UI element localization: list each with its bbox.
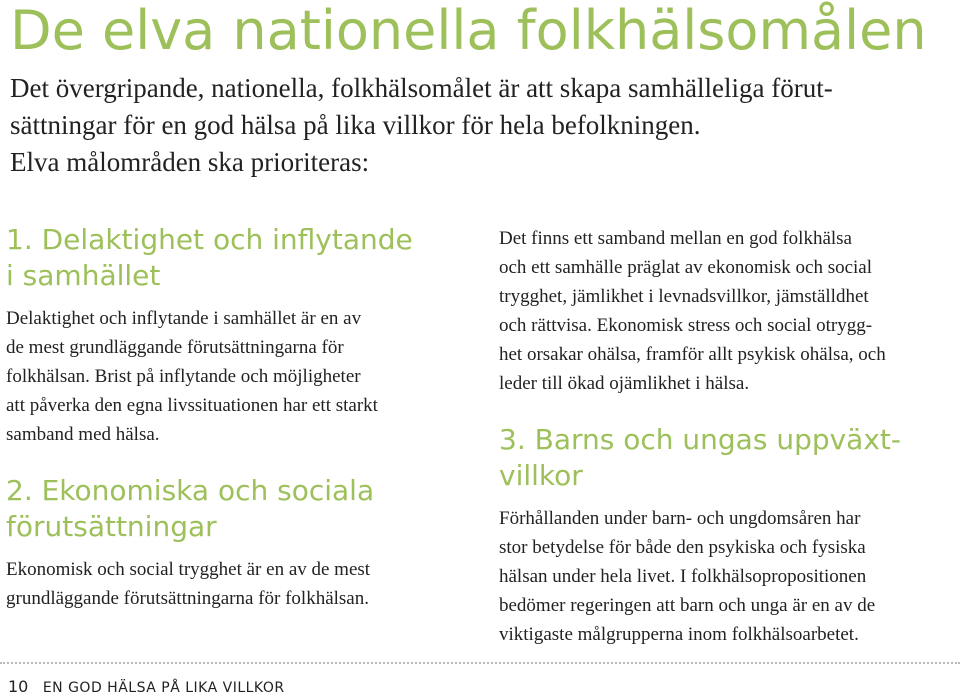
- body-line: och ett samhälle präglat av ekonomisk och social: [499, 257, 873, 278]
- body-line: stor betydelse för både den psykiska och fysiska: [499, 537, 866, 558]
- section-2-heading: [6, 473, 471, 545]
- body-line: de mest grundläggande förutsättningarna för: [6, 337, 344, 358]
- section-2-body: [6, 555, 471, 613]
- body-line: Ekonomisk och social trygghet är en av de mest: [6, 559, 371, 580]
- running-title: EN GOD HÄLSA PÅ LIKA VILLKOR: [42, 680, 285, 696]
- section-3-heading: [499, 422, 959, 494]
- body-line: Förhållanden under barn- och ungdomsåren har: [499, 508, 861, 529]
- section-1-body: [6, 304, 471, 449]
- body-line: samband med hälsa.: [6, 424, 160, 445]
- heading-line: i samhället: [6, 259, 161, 292]
- heading-line: 3. Barns och ungas uppväxt-: [499, 423, 901, 456]
- heading-line: 1. Delaktighet och inflytande: [6, 223, 413, 256]
- body-line: grundläggande förutsättningarna för folkhälsan.: [6, 588, 369, 609]
- footer-divider: [0, 662, 960, 664]
- page-title: De elva nationella folkhälsomålen: [10, 0, 927, 62]
- left-column: [6, 222, 471, 613]
- page-footer: [8, 677, 285, 698]
- right-column: [499, 224, 959, 649]
- body-line: och rättvisa. Ekonomisk stress och social otrygg-: [499, 315, 873, 336]
- intro-line: Elva målområden ska prioriteras:: [10, 147, 370, 177]
- heading-line: villkor: [499, 459, 583, 492]
- intro-line: Det övergripande, nationella, folkhälsomålet är att skapa samhälleliga förut-: [10, 73, 833, 103]
- body-line: Det finns ett samband mellan en god folkhälsa: [499, 228, 852, 249]
- heading-line: 2. Ekonomiska och sociala: [6, 474, 375, 507]
- section-2-body-continued: [499, 224, 959, 398]
- body-line: att påverka den egna livssituationen har ett starkt: [6, 395, 378, 416]
- intro-paragraph: [10, 70, 950, 181]
- body-line: viktigaste målgrupperna inom folkhälsoarbetet.: [499, 624, 859, 645]
- section-1-heading: [6, 222, 471, 294]
- body-line: folkhälsan. Brist på inflytande och möjligheter: [6, 366, 361, 387]
- body-line: het orsakar ohälsa, framför allt psykisk ohälsa, och: [499, 344, 886, 365]
- heading-line: förutsättningar: [6, 510, 217, 543]
- body-line: leder till ökad ojämlikhet i hälsa.: [499, 373, 750, 394]
- body-line: hälsan under hela livet. I folkhälsopropositionen: [499, 566, 867, 587]
- page-number: 10: [8, 677, 29, 696]
- body-line: trygghet, jämlikhet i levnadsvillkor, jämställdhet: [499, 286, 869, 307]
- intro-line: sättningar för en god hälsa på lika villkor för hela befolkningen.: [10, 110, 701, 140]
- section-3-body: [499, 504, 959, 649]
- body-line: bedömer regeringen att barn och unga är en av de: [499, 595, 876, 616]
- body-line: Delaktighet och inflytande i samhället är en av: [6, 308, 362, 329]
